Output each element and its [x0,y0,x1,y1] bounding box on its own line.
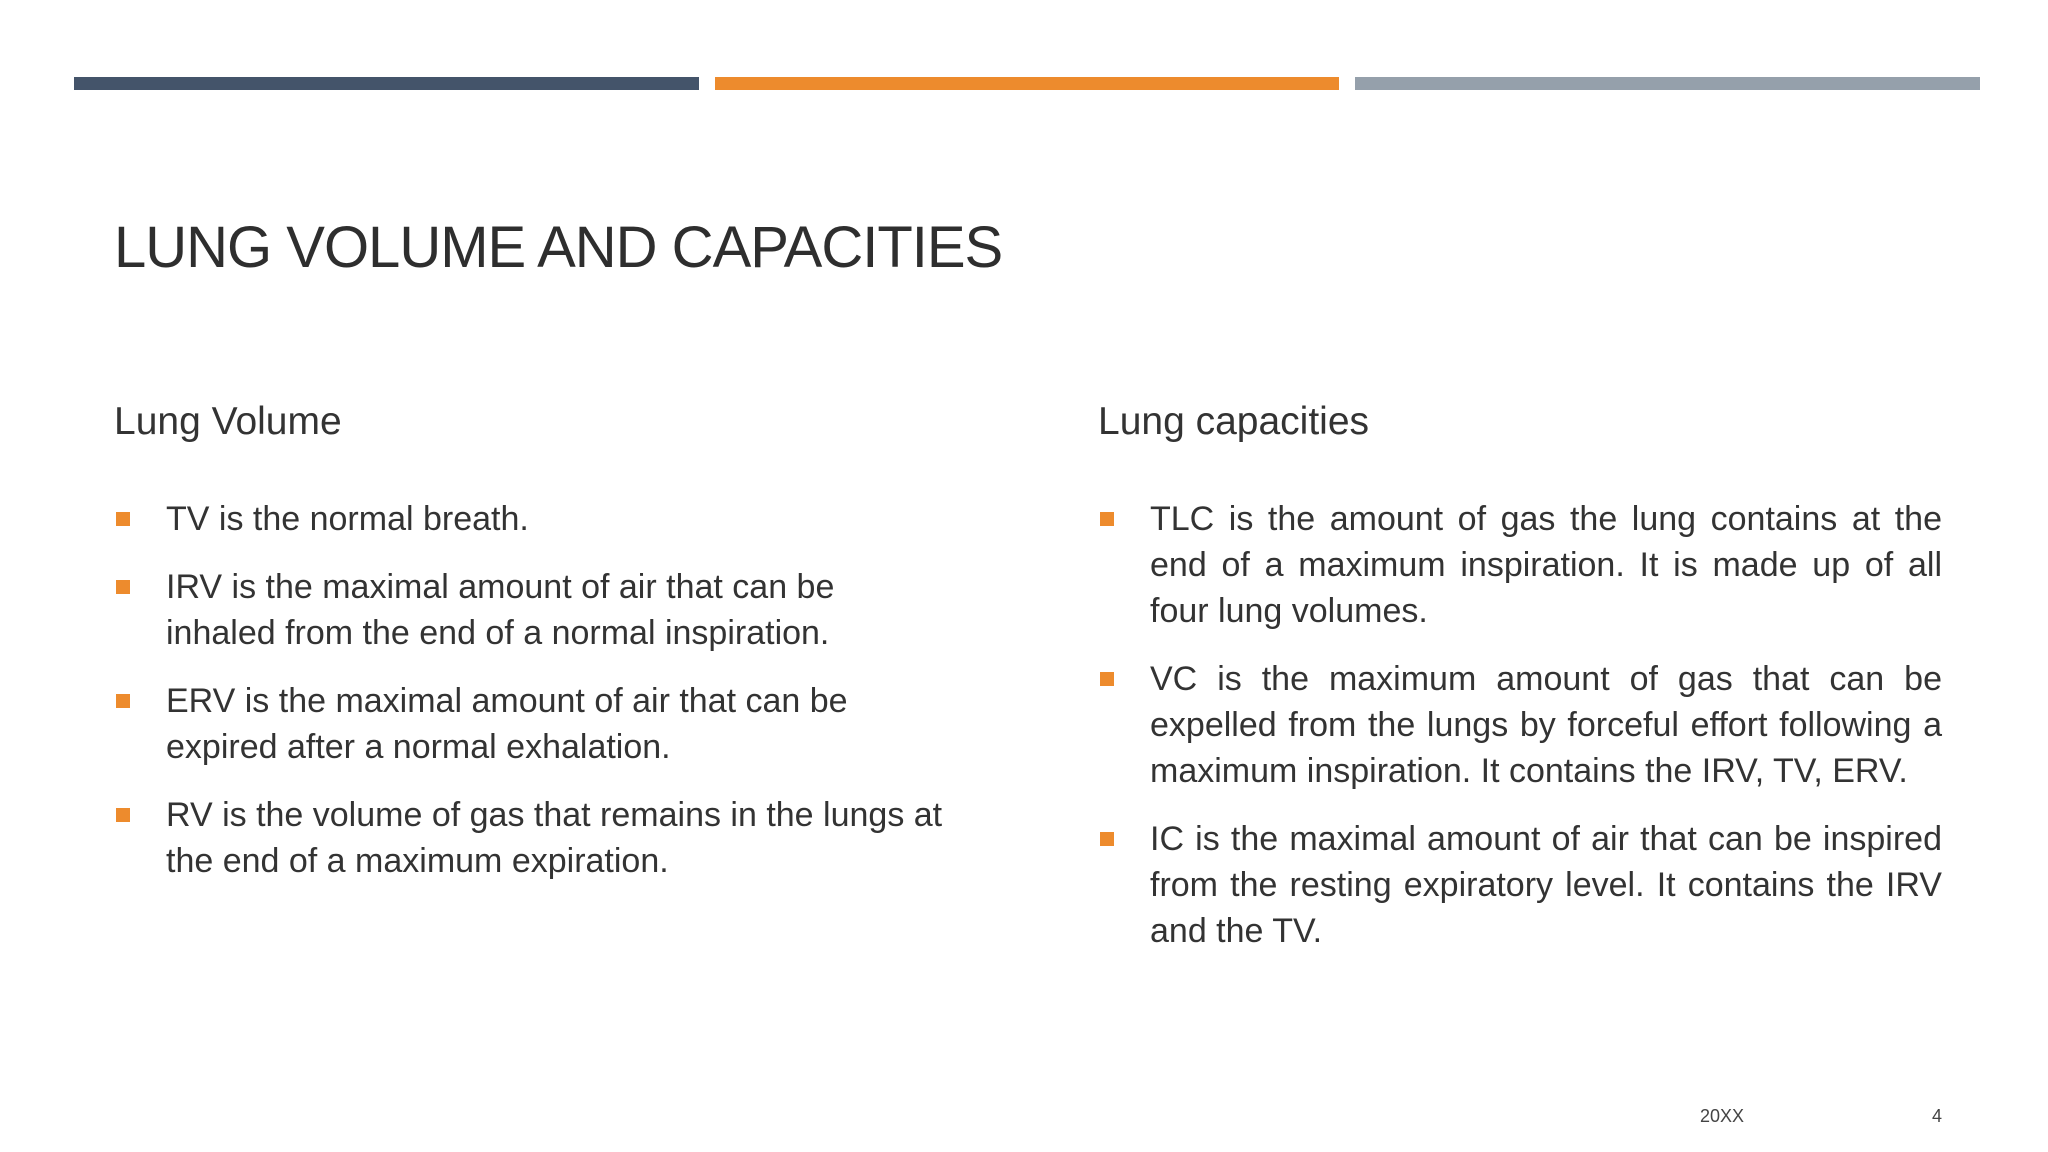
list-item [1098,656,1942,794]
top-bar-gray [1355,77,1980,90]
lung-capacities-list [1098,496,1942,954]
square-bullet-icon [116,512,130,526]
decorative-top-bars [74,77,1980,90]
square-bullet-icon [1100,672,1114,686]
square-bullet-icon [1100,512,1114,526]
list-item-text: IC is the maximal amount of air that can be inspired from the resting expiratory level. It contains the IRV and the TV. [1150,820,1942,950]
square-bullet-icon [1100,832,1114,846]
top-bar-dark [74,77,699,90]
page-number: 4 [1932,1106,1943,1126]
list-item-text: TLC is the amount of gas the lung contains at the end of a maximum inspiration. It is made up of all four lung volumes. [1150,500,1942,630]
lung-volume-list [114,496,944,884]
lung-capacities-heading: Lung capacities [1098,400,1370,443]
list-item [114,792,944,884]
square-bullet-icon [116,694,130,708]
list-item [1098,496,1942,634]
slide-title: LUNG VOLUME AND CAPACITIES [114,215,1003,280]
top-bar-orange [715,77,1340,90]
list-item-text: RV is the volume of gas that remains in the lungs at the end of a maximum expiration. [166,796,943,880]
square-bullet-icon [116,580,130,594]
list-item-text: TV is the normal breath. [166,500,529,538]
lung-volume-heading: Lung Volume [114,400,342,443]
list-item [114,678,944,770]
list-item [114,564,944,656]
lung-capacities-column [1098,400,1942,976]
list-item-text: ERV is the maximal amount of air that can be expired after a normal exhalation. [166,682,848,766]
list-item [114,496,944,542]
list-item [1098,816,1942,954]
list-item-text: VC is the maximum amount of gas that can be expelled from the lungs by forceful effort following a maximum inspiration. It contains the IRV, TV, ERV. [1150,660,1942,790]
footer-date: 20XX [1700,1106,1745,1126]
square-bullet-icon [116,808,130,822]
lung-volume-column [114,400,944,906]
list-item-text: IRV is the maximal amount of air that can be inhaled from the end of a normal inspiration. [166,568,835,652]
